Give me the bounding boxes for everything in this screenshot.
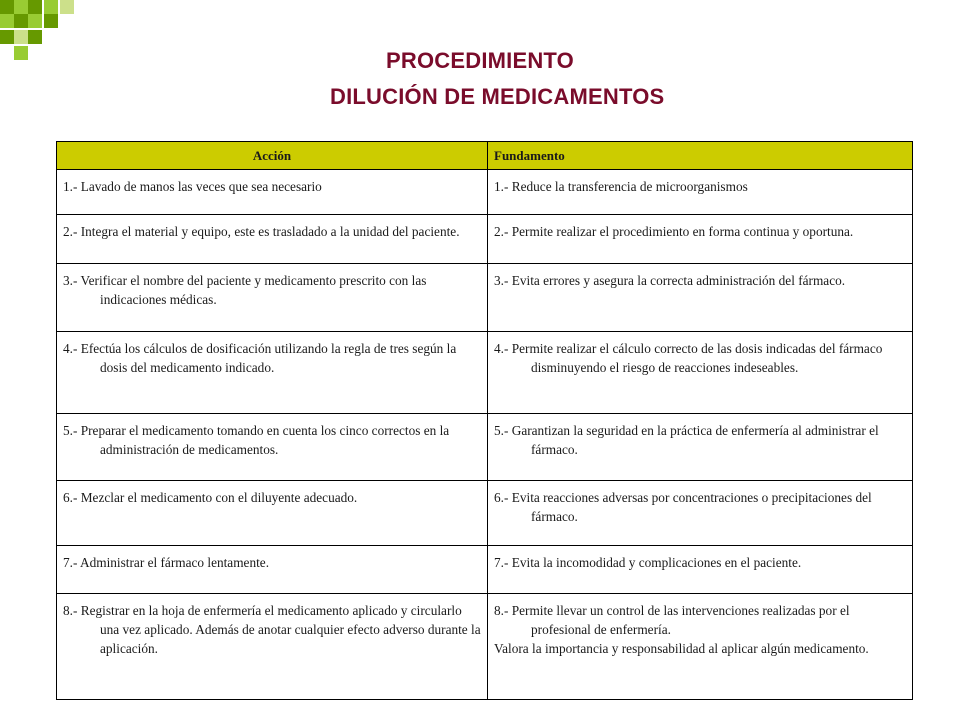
fundamento-text: 5.- Garantizan la seguridad en la práctica de enfermería al administrar el fármaco. [494,423,879,457]
decor-square [44,14,58,28]
fundamento-text: 8.- Permite llevar un control de las intervenciones realizadas por el profesional de enfermería. [494,603,850,637]
accion-text: 3.- Verificar el nombre del paciente y medicamento prescrito con las indicaciones médicas. [63,273,427,307]
fundamento-text: 2.- Permite realizar el procedimiento en forma continua y oportuna. [494,224,854,239]
decor-square [0,30,14,44]
fundamento-text: 4.- Permite realizar el cálculo correcto de las dosis indicadas del fármaco disminuyendo el riesgo de reacciones indeseables. [494,341,883,375]
accion-cell [57,170,488,215]
fundamento-cell [488,170,913,215]
table-row [57,481,913,546]
decor-square [28,14,42,28]
table-row [57,332,913,414]
accion-text: 5.- Preparar el medicamento tomando en cuenta los cinco correctos en la administración de medicamentos. [63,423,450,457]
accion-text: 6.- Mezclar el medicamento con el diluyente adecuado. [63,490,358,505]
fundamento-cell [488,414,913,481]
accion-cell [57,264,488,332]
decor-square [44,0,58,14]
decor-square [14,14,28,28]
fundamento-cell [488,546,913,594]
header-accion: Acción [57,142,488,170]
table-row [57,170,913,215]
fundamento-cell [488,264,913,332]
fundamento-text: 3.- Evita errores y asegura la correcta administración del fármaco. [494,273,846,288]
fundamento-text: 6.- Evita reacciones adversas por concentraciones o precipitaciones del fármaco. [494,490,872,524]
table-row [57,414,913,481]
accion-text: 1.- Lavado de manos las veces que sea necesario [63,179,322,194]
table-row [57,264,913,332]
procedure-table [56,141,913,700]
decor-square [0,0,14,14]
accion-cell [57,215,488,264]
page-subtitle: DILUCIÓN DE MEDICAMENTOS [330,84,665,109]
table-row [57,594,913,700]
decor-square [14,0,28,14]
accion-text: 4.- Efectúa los cálculos de dosificación utilizando la regla de tres según la dosis del medicamento indicado. [63,341,457,375]
accion-cell [57,414,488,481]
decor-square [0,14,14,28]
fundamento-cell [488,594,913,700]
fundamento-text: 1.- Reduce la transferencia de microorganismos [494,179,748,194]
decor-square [28,30,42,44]
decor-square [28,0,42,14]
accion-text: 8.- Registrar en la hoja de enfermería el medicamento aplicado y circularlo una vez aplicado. Además de anotar cualquier efecto adverso durante la aplicación. [63,603,481,656]
fundamento-extra-text: Valora la importancia y responsabilidad al aplicar algún medicamento. [494,641,869,656]
decor-square [14,30,28,44]
page-title: PROCEDIMIENTO [386,48,574,73]
accion-cell [57,481,488,546]
accion-text: 7.- Administrar el fármaco lentamente. [63,555,270,570]
fundamento-cell [488,332,913,414]
fundamento-cell [488,215,913,264]
table-row [57,215,913,264]
header-fundamento: Fundamento [488,142,913,170]
decor-square [14,46,28,60]
fundamento-text: 7.- Evita la incomodidad y complicaciones en el paciente. [494,555,802,570]
accion-cell [57,546,488,594]
decor-square [60,0,74,14]
accion-cell [57,594,488,700]
table-header-row [57,142,913,170]
table-row [57,546,913,594]
accion-text: 2.- Integra el material y equipo, este es trasladado a la unidad del paciente. [63,224,460,239]
accion-cell [57,332,488,414]
fundamento-cell [488,481,913,546]
